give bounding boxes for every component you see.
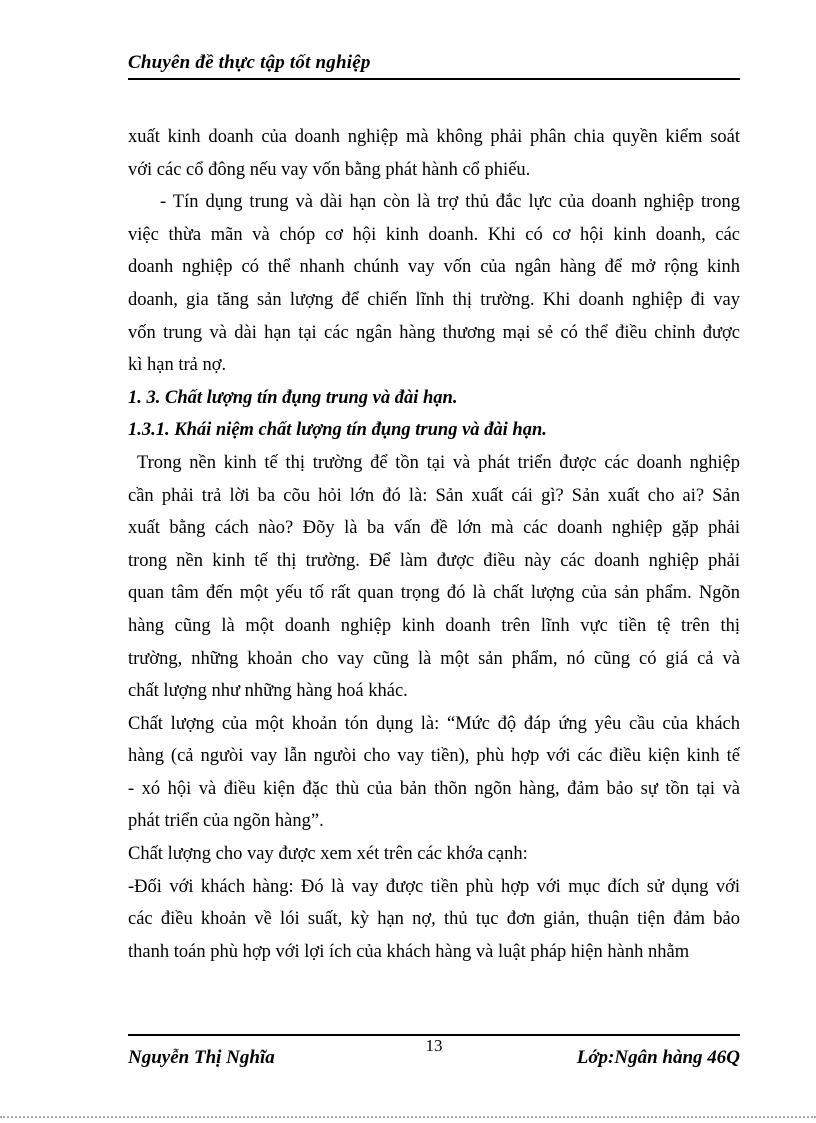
text-line: - xó hội và điều kiện đặc thù của bản thõn ngõn hàng, đảm bảo sự tồn tại và [128,778,740,799]
text-line: xuất bằng cách nào? Đõy là ba vấn đề lớn mà các doanh nghiệp gặp phải [128,518,740,539]
text-line: - Tín dụng trung và dài hạn còn là trợ thủ đắc lực của doanh nghiệp trong [160,192,740,213]
document-body [128,121,740,968]
text-line: vốn trung và dài hạn tại các ngân hàng thương mại sẻ có thể điều chỉnh được [128,322,740,343]
paragraph [128,121,740,186]
text-line: xuất kinh doanh của doanh nghiệp mà không phải phân chia quyền kiểm soát [128,127,740,147]
text-line: Chất lượng cho vay được xem xét trên các khớa cạnh: [128,844,528,865]
text-line: trường, những khoản cho vay cũng là một sản phẩm, nó cũng có giá cả và [128,648,740,669]
text-line: cần phải trả lời ba cõu hỏi lớn đó là: Sản xuất cái gì? Sản xuất cho ai? Sản [128,485,740,506]
header-title: Chuyên đề thực tập tốt nghiệp [128,52,371,73]
text-line: với các cổ đông nếu vay vốn bằng phát hành cổ phiếu. [128,159,531,180]
text-line: chất lượng như những hàng hoá khác. [128,681,408,702]
section-heading [128,414,740,447]
paragraph [128,447,740,708]
text-line: doanh, gia tăng sản lượng để chiến lĩnh thị trường. Khi doanh nghiệp đi vay [128,289,740,310]
footer-author: Nguyễn Thị Nghĩa [128,1047,275,1068]
text-line: Trong nền kinh tế thị trường để tồn tại và phát triển được các doanh nghiệp [137,452,740,473]
paragraph [128,838,740,871]
text-line: trong nền kinh tế thị trường. Để làm được điều này các doanh nghiệp phải [128,550,740,571]
page-break-dotted-line [0,1116,816,1118]
footer-class-label: Lớp:Ngân hàng 46Q [576,1047,740,1068]
text-line: kì hạn trả nợ. [128,355,227,376]
paragraph [128,708,740,838]
text-line: hàng (cả ngưòi vay lẫn ngưòi cho vay tiền), phù hợp với các điều kiện kinh tế [128,746,740,767]
text-line: phát triển của ngõn hàng”. [128,811,324,832]
page-footer [128,1047,740,1069]
text-line: việc thừa mãn và chóp cơ hội kinh doanh. Khi có cơ hội kinh doanh, các [128,224,740,245]
page-header [128,52,740,80]
text-line: doanh nghiệp có thể nhanh chúnh vay vốn của ngân hàng để mở rộng kinh [128,257,740,278]
text-line: hàng cũng là một doanh nghiệp kinh doanh trên lĩnh vực tiền tệ trên thị [128,615,740,636]
text-line: thanh toán phù hợp với lợi ích của khách hàng và luật pháp hiện hành nhằm [128,941,690,962]
paragraph [128,871,740,969]
text-line: Chất lượng của một khoản tón dụng là: “Mức độ đáp ứng yêu cầu của khách [128,713,740,734]
page-number: 13 [425,1036,443,1055]
section-heading [128,382,740,415]
text-line: 1. 3. Chất lượng tín đụng trung và đài hạn. [128,387,458,408]
paragraph [128,186,740,382]
text-line: 1.3.1. Khái niệm chất lượng tín đụng trung và đài hạn. [128,420,547,441]
text-line: các điều khoản về lói suất, kỳ hạn nợ, thủ tục đơn giản, thuận tiện đảm bảo [128,909,740,930]
text-line: quan tâm đến một yếu tố rất quan trọng đó là chất lượng của sản phẩm. Ngõn [128,583,740,604]
text-line: -Đối với khách hàng: Đó là vay được tiền phù hợp với mục đích sử dụng với [128,876,740,897]
